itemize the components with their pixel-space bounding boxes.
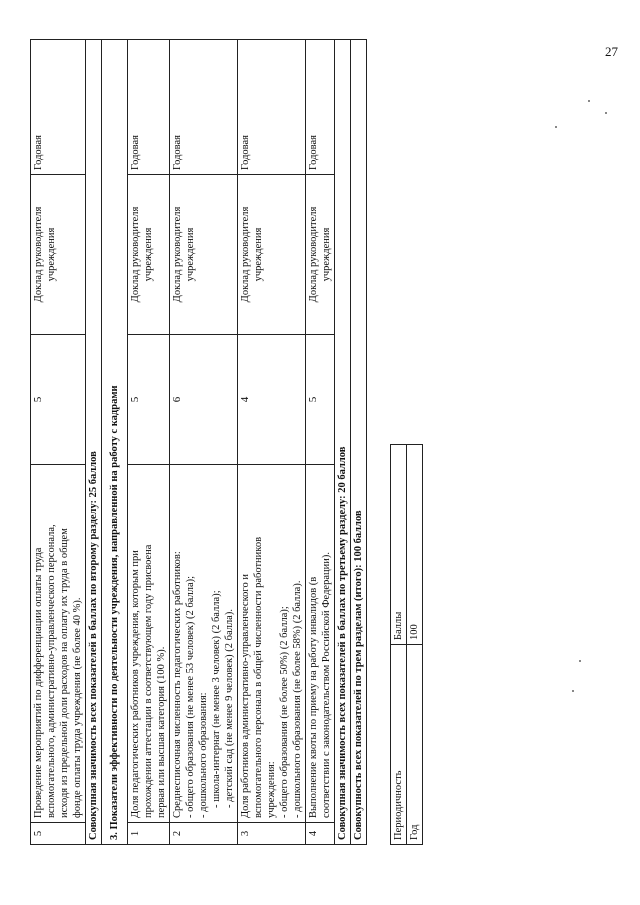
total-row <box>351 40 367 845</box>
source-line: учреждения <box>253 227 264 282</box>
indicator-line: - детский сад (не менее 9 человек) (2 балла). <box>224 609 235 808</box>
section-row <box>102 40 128 845</box>
indicator-line: Доля педагогических работников учреждения, которым при <box>130 550 141 818</box>
source-line: учреждения <box>185 227 196 282</box>
scan-speck <box>605 112 607 114</box>
indicator-line: вспомогательного персонала в общей численности работников <box>253 536 264 818</box>
source-line: учреждения <box>321 227 332 282</box>
source-cell <box>128 175 170 335</box>
row-number: 5 <box>31 823 86 845</box>
source-cell <box>31 175 86 335</box>
source-line: учреждения <box>143 227 154 282</box>
row-number: 3 <box>238 823 306 845</box>
periodicity-cell: Годовая <box>128 40 170 175</box>
periodicity-cell: Годовая <box>170 40 238 175</box>
summary-row <box>86 40 102 845</box>
source-line: Доклад руководителя <box>172 206 183 303</box>
scale-table <box>390 444 423 845</box>
scale-row-left: Год <box>407 645 423 845</box>
source-line: Доклад руководителя <box>308 206 319 303</box>
source-line: Доклад руководителя <box>130 206 141 303</box>
source-cell <box>170 175 238 335</box>
indicator-line: - школа-интернат (не менее 3 человек) (2 балла); <box>211 590 222 808</box>
source-cell <box>306 175 335 335</box>
source-line: Доклад руководителя <box>240 206 251 303</box>
score-cell: 5 <box>31 335 86 465</box>
periodicity-cell: Годовая <box>31 40 86 175</box>
scale-head-left: Периодичность <box>391 645 407 845</box>
scan-speck <box>579 660 581 662</box>
indicator-description <box>306 465 335 823</box>
page-number: 27 <box>605 44 618 59</box>
indicator-description <box>31 465 86 823</box>
source-line: Доклад руководителя <box>33 206 44 303</box>
scan-speck <box>555 126 557 128</box>
row-number: 4 <box>306 823 335 845</box>
indicator-line: прохождении аттестации в соответствующем году присвоена <box>143 544 154 818</box>
scale-head-right: Баллы <box>391 445 407 645</box>
periodicity-cell: Годовая <box>306 40 335 175</box>
indicator-line: первая или высшая категория (100 %). <box>156 646 167 818</box>
table-row <box>238 40 306 845</box>
table-row <box>31 40 86 845</box>
scale-row-right: 100 <box>407 445 423 645</box>
source-line: учреждения <box>46 227 57 282</box>
indicator-line: - общего образования (не более 50%) (2 балла); <box>279 606 290 818</box>
table-row <box>306 40 335 845</box>
scale-value-row <box>407 445 423 845</box>
indicators-table <box>30 39 367 845</box>
indicator-line: Выполнение квоты по приему на работу инвалидов (в <box>308 576 319 818</box>
source-cell <box>238 175 306 335</box>
indicator-description <box>238 465 306 823</box>
indicator-line: Среднесписочная численность педагогических работников: <box>172 551 183 818</box>
scale-header-row <box>391 445 407 845</box>
score-cell: 4 <box>238 335 306 465</box>
score-cell: 5 <box>128 335 170 465</box>
scan-speck <box>572 690 574 692</box>
section-text: 3. Показатели эффективности по деятельности учреждения, направленной на работу с кадрами <box>102 40 128 845</box>
indicator-line: фонде оплаты труда учреждения (не более 40 %). <box>72 597 83 818</box>
rotated-document <box>30 40 460 845</box>
score-cell: 5 <box>306 335 335 465</box>
indicator-line: Проведение мероприятий по дифференциации оплаты труда <box>33 547 44 818</box>
score-cell: 6 <box>170 335 238 465</box>
indicator-line: - дошкольного образования: <box>198 692 209 818</box>
summary-row <box>335 40 351 845</box>
total-text: Совокупность всех показателей по трем разделам (итого): 100 баллов <box>351 40 367 845</box>
indicator-description <box>170 465 238 823</box>
summary-text: Совокупная значимость всех показателей в баллах по третьему разделу: 20 баллов <box>335 40 351 845</box>
indicator-description <box>128 465 170 823</box>
table-row <box>170 40 238 845</box>
indicator-line: вспомогательного, административно-управленческого персонала, <box>46 524 57 818</box>
indicator-line: учреждения: <box>266 761 277 818</box>
periodicity-cell: Годовая <box>238 40 306 175</box>
row-number: 1 <box>128 823 170 845</box>
indicator-line: исходя из предельной доли расходов на оплату их труда в общем <box>59 528 70 818</box>
table-row <box>128 40 170 845</box>
indicator-line: - общего образования (не менее 53 человек) (2 балла); <box>185 575 196 818</box>
indicator-line: соответствии с законодательством Российской Федерации). <box>321 552 332 818</box>
indicator-line: Доля работников административно-управленческого и <box>240 574 251 818</box>
row-number: 2 <box>170 823 238 845</box>
indicator-line: - дошкольного образования (не более 58%) (2 балла). <box>292 580 303 818</box>
summary-text: Совокупная значимость всех показателей в баллах по второму разделу: 25 баллов <box>86 40 102 845</box>
scan-speck <box>588 100 590 102</box>
